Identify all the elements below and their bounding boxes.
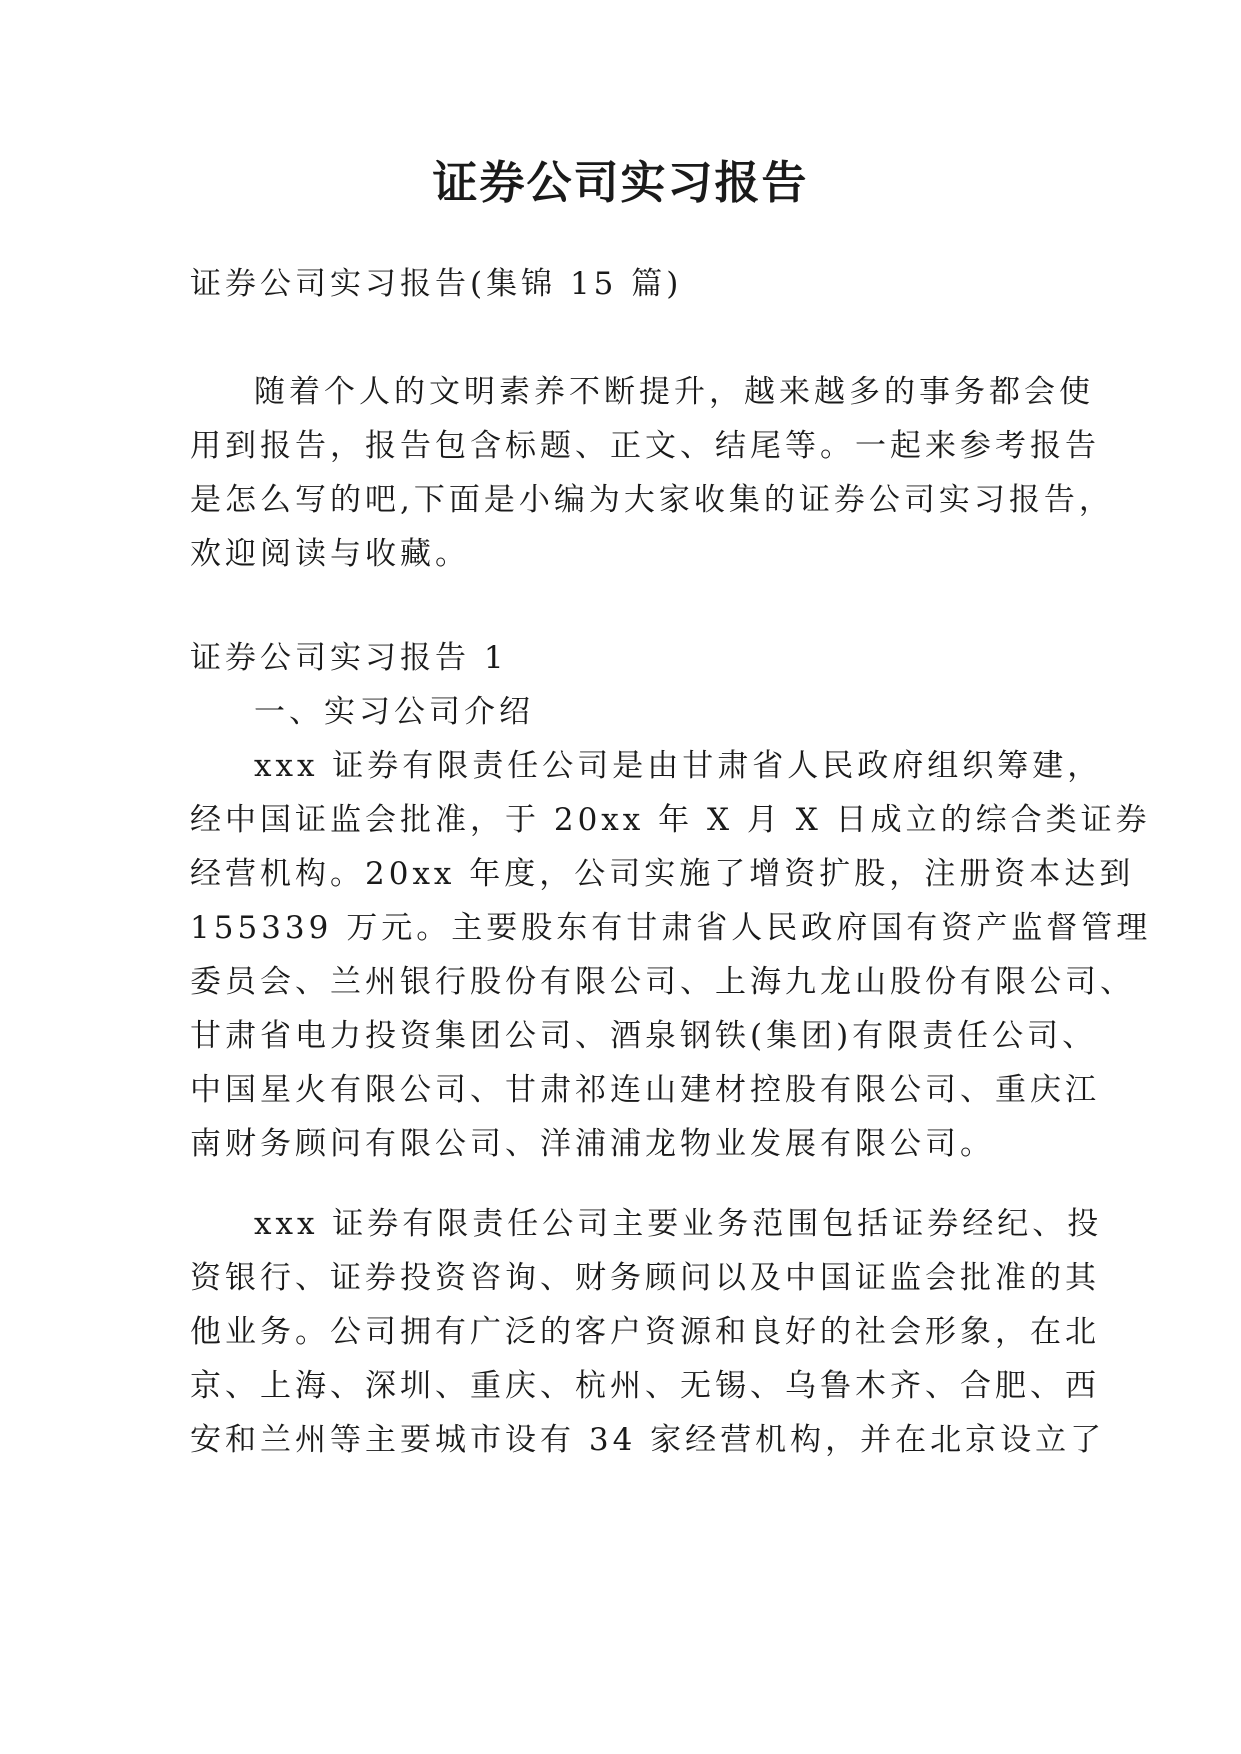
intro-line-3: 是怎么写的吧,下面是小编为大家收集的证券公司实习报告，	[190, 482, 1114, 518]
para1-line-3: 经营机构。20xx 年度，公司实施了增资扩股，注册资本达到	[190, 856, 1135, 892]
para2-line-5: 安和兰州等主要城市设有 34 家经营机构，并在北京设立了	[190, 1422, 1106, 1458]
para1-line-4: 155339 万元。主要股东有甘肃省人民政府国有资产监督管理	[190, 910, 1152, 946]
para2-line-2: 资银行、证券投资咨询、财务顾问以及中国证监会批准的其	[190, 1260, 1100, 1296]
para1-line-6: 甘肃省电力投资集团公司、酒泉钢铁(集团)有限责任公司、	[190, 1018, 1098, 1054]
report-heading: 证券公司实习报告 1	[190, 640, 508, 676]
intro-line-1: 随着个人的文明素养不断提升，越来越多的事务都会使	[254, 374, 1094, 410]
para2-line-4: 京、上海、深圳、重庆、杭州、无锡、乌鲁木齐、合肥、西	[190, 1368, 1100, 1404]
document-subtitle: 证券公司实习报告(集锦 15 篇)	[190, 266, 683, 302]
intro-line-2: 用到报告，报告包含标题、正文、结尾等。一起来参考报告	[190, 428, 1100, 464]
para2-line-1: xxx 证券有限责任公司主要业务范围包括证券经纪、投	[254, 1206, 1103, 1242]
para1-line-1: xxx 证券有限责任公司是由甘肃省人民政府组织筹建，	[254, 748, 1103, 784]
section-heading: 一、实习公司介绍	[254, 694, 534, 730]
para2-line-3: 他业务。公司拥有广泛的客户资源和良好的社会形象，在北	[190, 1314, 1100, 1350]
para1-line-5: 委员会、兰州银行股份有限公司、上海九龙山股份有限公司、	[190, 964, 1135, 1000]
para1-line-2: 经中国证监会批准，于 20xx 年 X 月 X 日成立的综合类证券	[190, 802, 1151, 838]
intro-line-4: 欢迎阅读与收藏。	[190, 536, 470, 572]
para1-line-8: 南财务顾问有限公司、洋浦浦龙物业发展有限公司。	[190, 1126, 995, 1162]
para1-line-7: 中国星火有限公司、甘肃祁连山建材控股有限公司、重庆江	[190, 1072, 1100, 1108]
document-title: 证券公司实习报告	[432, 156, 809, 209]
